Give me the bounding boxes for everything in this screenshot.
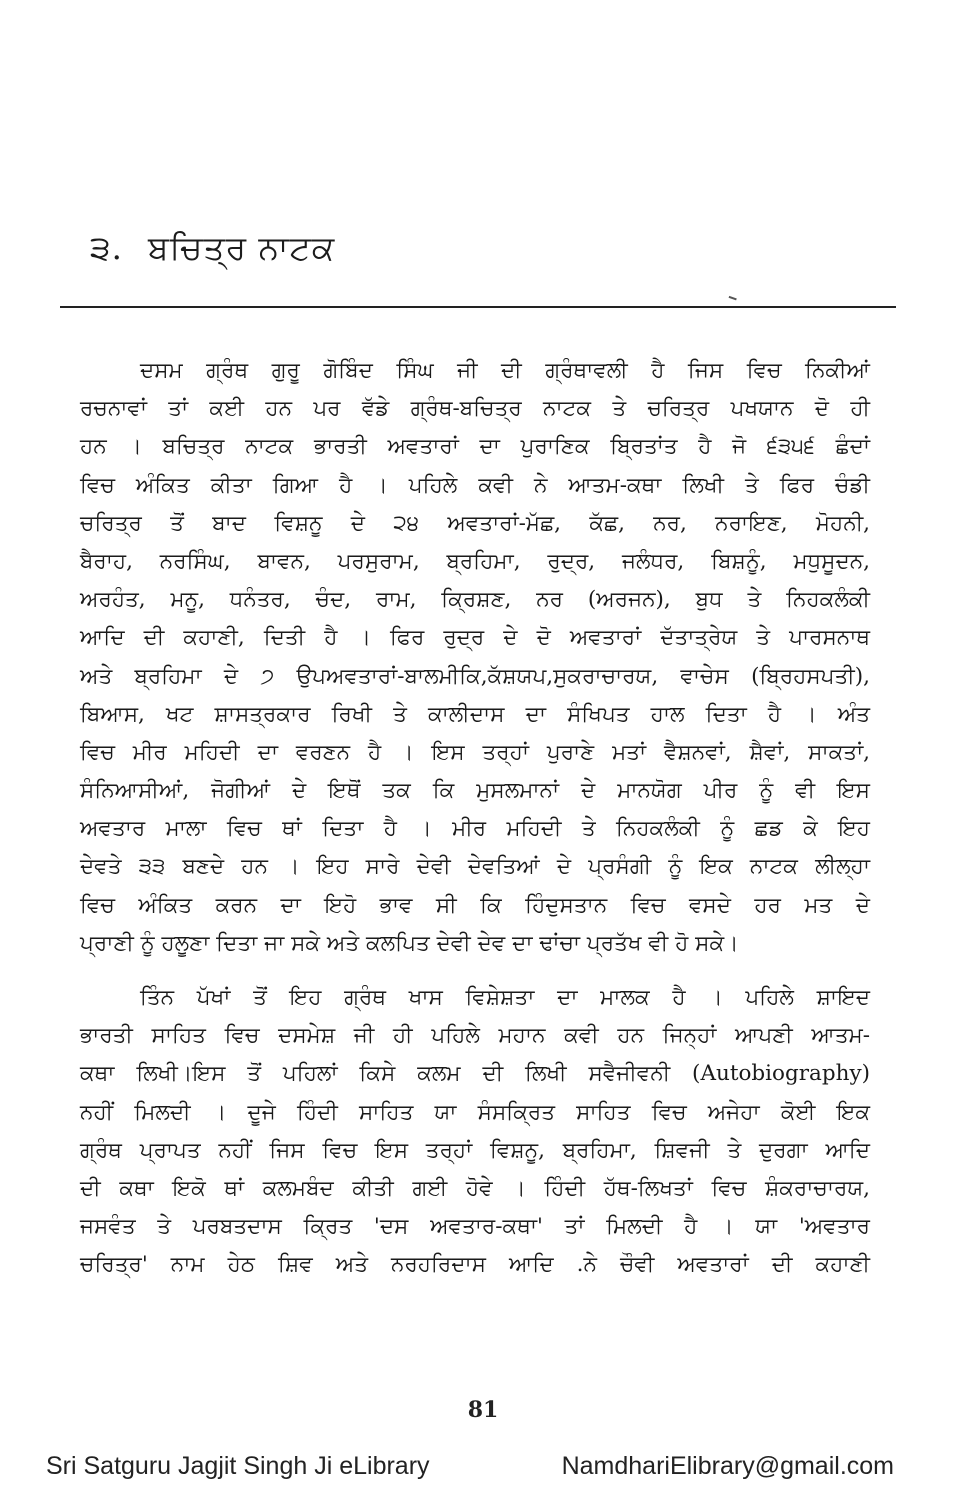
text-line: ਜਸਵੰਤ ਤੇ ਪਰਬਤਦਾਸ ਕ੍ਰਿਤ 'ਦਸ ਅਵਤਾਰ-ਕਥਾ' ਤਾਂ ਮਿਲਦੀ ਹੈ । ਯਾ 'ਅਵਤਾਰ bbox=[80, 1214, 870, 1240]
text-line: ਤਿੰਨ ਪੱਖਾਂ ਤੋਂ ਇਹ ਗ੍ਰੰਥ ਖਾਸ ਵਿਸ਼ੇਸ਼ਤਾ ਦਾ ਮਾਲਕ ਹੈ । ਪਹਿਲੇ ਸ਼ਾਇਦ bbox=[140, 985, 870, 1010]
text-line: ਚਰਿਤ੍ਰ' ਨਾਮ ਹੇਠ ਸ਼ਿਵ ਅਤੇ ਨਰਹਰਿਦਾਸ ਆਦਿ .ਨੇ ਚੌਵੀ ਅਵਤਾਰਾਂ ਦੀ ਕਹਾਣੀ bbox=[80, 1252, 870, 1278]
text-line: ਅਰਹੰਤ, ਮਨੂ, ਧਨੰਤਰ, ਚੰਦ, ਰਾਮ, ਕ੍ਰਿਸ਼ਣ, ਨਰ (ਅਰਜਨ), ਬੁਧ ਤੇ ਨਿਹਕਲੰਕੀ bbox=[80, 587, 870, 613]
text-line: ਅਤੇ ਬ੍ਰਹਿਮਾ ਦੇ ੭ ਉਪਅਵਤਾਰਾਂ-ਬਾਲਮੀਕਿ,ਕੱਸ਼ਯਪ,ਸੁਕਰਾਚਾਰਯ, ਵਾਚੇਸ (ਬ੍ਰਿਹਸਪਤੀ), bbox=[80, 663, 870, 689]
footer-library-name: Sri Satguru Jagjit Singh Ji eLibrary bbox=[46, 1452, 430, 1480]
text-line: ਵਿਚ ਅੰਕਿਤ ਕਰਨ ਦਾ ਇਹੋ ਭਾਵ ਸੀ ਕਿ ਹਿੰਦੁਸਤਾਨ ਵਿਚ ਵਸਦੇ ਹਰ ਮਤ ਦੇ bbox=[80, 892, 870, 918]
chapter-heading bbox=[90, 228, 335, 268]
page-number: 81 bbox=[467, 1397, 499, 1423]
paragraph bbox=[80, 352, 870, 963]
chapter-title: ਬਚਿਤ੍ਰ ਨਾਟਕ bbox=[148, 228, 336, 267]
text-line: ਚਰਿਤ੍ਰ ਤੋਂ ਬਾਦ ਵਿਸ਼ਨੂ ਦੇ ੨੪ ਅਵਤਾਰਾਂ-ਮੱਛ, ਕੱਛ, ਨਰ, ਨਰਾਇਣ, ਮੋਹਨੀ, bbox=[80, 510, 870, 536]
chapter-number: ੩. bbox=[90, 228, 124, 267]
paragraph-gap bbox=[80, 963, 870, 979]
text-line: ਹਨ । ਬਚਿਤ੍ਰ ਨਾਟਕ ਭਾਰਤੀ ਅਵਤਾਰਾਂ ਦਾ ਪੁਰਾਣਿਕ ਬ੍ਰਿਤਾਂਤ ਹੈ ਜੋ ੬੩੫੬ ਛੰਦਾਂ bbox=[80, 434, 870, 460]
text-line: ਵਿਚ ਮੀਰ ਮਹਿਦੀ ਦਾ ਵਰਣਨ ਹੈ । ਇਸ ਤਰ੍ਹਾਂ ਪੁਰਾਣੇ ਮਤਾਂ ਵੈਸ਼ਨਵਾਂ, ਸ਼ੈਵਾਂ, ਸਾਕਤਾਂ, bbox=[80, 739, 870, 765]
text-line: ਦੀ ਕਥਾ ਇਕੋ ਥਾਂ ਕਲਮਬੰਦ ਕੀਤੀ ਗਈ ਹੋਵੇ । ਹਿੰਦੀ ਹੱਥ-ਲਿਖਤਾਂ ਵਿਚ ਸ਼ੰਕਰਾਚਾਰਯ, bbox=[80, 1175, 870, 1201]
paragraph bbox=[80, 979, 870, 1285]
text-line: ਗ੍ਰੰਥ ਪ੍ਰਾਪਤ ਨਹੀਂ ਜਿਸ ਵਿਚ ਇਸ ਤਰ੍ਹਾਂ ਵਿਸ਼ਨੂ, ਬ੍ਰਹਿਮਾ, ਸ਼ਿਵਜੀ ਤੇ ਦੁਰਗਾ ਆਦਿ bbox=[80, 1137, 870, 1163]
text-line: ਵਿਚ ਅੰਕਿਤ ਕੀਤਾ ਗਿਆ ਹੈ । ਪਹਿਲੇ ਕਵੀ ਨੇ ਆਤਮ-ਕਥਾ ਲਿਖੀ ਤੇ ਫਿਰ ਚੰਡੀ bbox=[80, 472, 870, 498]
text-line: ਸੰਨਿਆਸੀਆਂ, ਜੋਗੀਆਂ ਦੇ ਇਥੋਂ ਤਕ ਕਿ ਮੁਸਲਮਾਨਾਂ ਦੇ ਮਾਨਯੋਗ ਪੀਰ ਨੂੰ ਵੀ ਇਸ bbox=[80, 778, 870, 804]
footer-email: NamdhariElibrary@gmail.com bbox=[561, 1452, 894, 1480]
text-line: ਰਚਨਾਵਾਂ ਤਾਂ ਕਈ ਹਨ ਪਰ ਵੱਡੇ ਗ੍ਰੰਥ-ਬਚਿਤ੍ਰ ਨਾਟਕ ਤੇ ਚਰਿਤ੍ਰ ਪਖਯਾਨ ਦੋ ਹੀ bbox=[80, 396, 870, 422]
text-line: ਭਾਰਤੀ ਸਾਹਿਤ ਵਿਚ ਦਸਮੇਸ਼ ਜੀ ਹੀ ਪਹਿਲੇ ਮਹਾਨ ਕਵੀ ਹਨ ਜਿਨ੍ਹਾਂ ਆਪਣੀ ਆਤਮ- bbox=[80, 1023, 870, 1049]
text-line: ਅਵਤਾਰ ਮਾਲਾ ਵਿਚ ਥਾਂ ਦਿਤਾ ਹੈ । ਮੀਰ ਮਹਿਦੀ ਤੇ ਨਿਹਕਲੰਕੀ ਨੂੰ ਛਡ ਕੇ ਇਹ bbox=[80, 816, 870, 842]
body-text bbox=[80, 352, 870, 1285]
print-speck bbox=[727, 296, 737, 304]
text-line: ਕਥਾ ਲਿਖੀ।ਇਸ ਤੋਂ ਪਹਿਲਾਂ ਕਿਸੇ ਕਲਮ ਦੀ ਲਿਖੀ ਸਵੈਜੀਵਨੀ (Autobiography) bbox=[80, 1061, 870, 1087]
text-line: ਨਹੀਂ ਮਿਲਦੀ । ਦੂਜੇ ਹਿੰਦੀ ਸਾਹਿਤ ਯਾ ਸੰਸਕ੍ਰਿਤ ਸਾਹਿਤ ਵਿਚ ਅਜੇਹਾ ਕੋਈ ਇਕ bbox=[80, 1099, 870, 1125]
text-line: ਪ੍ਰਾਣੀ ਨੂੰ ਹਲੂਣਾ ਦਿਤਾ ਜਾ ਸਕੇ ਅਤੇ ਕਲਪਿਤ ਦੇਵੀ ਦੇਵ ਦਾ ਢਾਂਚਾ ਪ੍ਰਤੱਖ ਵੀ ਹੋ ਸਕੇ। bbox=[80, 930, 739, 956]
heading-divider bbox=[60, 306, 896, 308]
text-line: ਬਿਆਸ, ਖਟ ਸ਼ਾਸਤ੍ਰਕਾਰ ਰਿਖੀ ਤੇ ਕਾਲੀਦਾਸ ਦਾ ਸੰਖਿਪਤ ਹਾਲ ਦਿਤਾ ਹੈ । ਅੰਤ bbox=[80, 701, 870, 727]
text-line: ਬੈਰਾਹ, ਨਰਸਿੰਘ, ਬਾਵਨ, ਪਰਸੁਰਾਮ, ਬ੍ਰਹਿਮਾ, ਰੁਦ੍ਰ, ਜਲੰਧਰ, ਬਿਸ਼ਨੂੰ, ਮਧੁਸੂਦਨ, bbox=[80, 548, 870, 574]
text-line: ਆਦਿ ਦੀ ਕਹਾਣੀ, ਦਿਤੀ ਹੈ । ਫਿਰ ਰੁਦ੍ਰ ਦੇ ਦੋ ਅਵਤਾਰਾਂ ਦੱਤਾਤ੍ਰੇਯ ਤੇ ਪਾਰਸਨਾਥ bbox=[80, 625, 870, 651]
text-line: ਦੇਵਤੇ ੩੩ ਬਣਦੇ ਹਨ । ਇਹ ਸਾਰੇ ਦੇਵੀ ਦੇਵਤਿਆਂ ਦੇ ਪ੍ਰਸੰਗੀ ਨੂੰ ਇਕ ਨਾਟਕ ਲੀਲ੍ਹਾ bbox=[80, 854, 870, 880]
text-line: ਦਸਮ ਗ੍ਰੰਥ ਗੁਰੂ ਗੋਬਿੰਦ ਸਿੰਘ ਜੀ ਦੀ ਗ੍ਰੰਥਾਵਲੀ ਹੈ ਜਿਸ ਵਿਚ ਨਿਕੀਆਂ bbox=[140, 358, 870, 383]
